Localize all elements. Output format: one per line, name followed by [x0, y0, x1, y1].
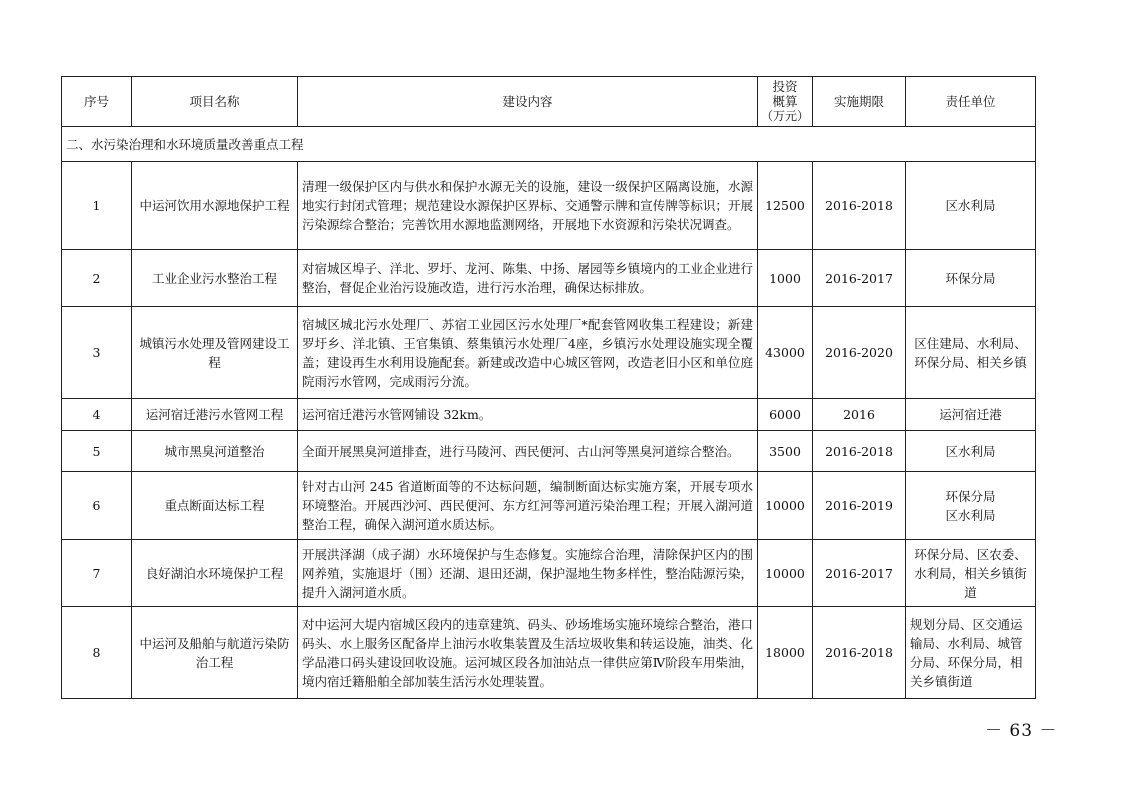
- row-name: 运河宿迁港污水管网工程: [132, 399, 298, 431]
- row-content: 清理一级保护区内与供水和保护水源无关的设施，建设一级保护区隔离设施，水源地实行封闭式管理；规范建设水源保护区界标、交通警示牌和宣传牌等标识；开展污染源综合整治；完善饮用水源地监测网络，开展地下水资源和污染状况调查。: [298, 162, 758, 250]
- row-period: 2016-2018: [813, 162, 906, 250]
- header-investment-line1: 投资: [772, 79, 798, 94]
- row-period: 2016-2018: [813, 607, 906, 699]
- row-responsible: 运河宿迁港: [906, 399, 1036, 431]
- row-content: 针对古山河 245 省道断面等的不达标问题，编制断面达标实施方案，开展专项水环境整治。开展西沙河、西民便河、东方红河等河道污染治理工程；开展入湖河道整治工程，确保入湖河道水质达标。: [298, 472, 758, 540]
- section-row: [62, 127, 1036, 162]
- row-index: 5: [62, 431, 132, 472]
- row-investment: 6000: [758, 399, 813, 431]
- row-investment: 18000: [758, 607, 813, 699]
- row-investment: 43000: [758, 307, 813, 399]
- row-content: 运河宿迁港污水管网铺设 32km。: [298, 399, 758, 431]
- row-responsible: 区住建局、水利局、环保分局、相关乡镇: [906, 307, 1036, 399]
- row-responsible: [906, 472, 1036, 540]
- table-row: [62, 540, 1036, 607]
- row-investment: 10000: [758, 472, 813, 540]
- row-responsible: 区水利局: [906, 162, 1036, 250]
- table-row: [62, 431, 1036, 472]
- header-responsible: 责任单位: [906, 77, 1036, 127]
- table-row: [62, 472, 1036, 540]
- row-content: 宿城区城北污水处理厂、苏宿工业园区污水处理厂*配套管网收集工程建设；新建罗圩乡、洋北镇、王官集镇、蔡集镇污水处理厂4座，乡镇污水处理设施实现全覆盖；建设再生水利用设施配套。新建或改造中心城区管网，改造老旧小区和单位庭院雨污水管网，完成雨污分流。: [298, 307, 758, 399]
- row-content: 开展洪泽湖（成子湖）水环境保护与生态修复。实施综合治理，清除保护区内的围网养殖，实施退圩（围）还湖、退田还湖，保护湿地生物多样性，整治陆源污染，提升入湖河道水质。: [298, 540, 758, 607]
- row-name: 城市黑臭河道整治: [132, 431, 298, 472]
- page-number: － 63 －: [985, 721, 1058, 741]
- row-investment: 12500: [758, 162, 813, 250]
- table-row: [62, 250, 1036, 307]
- row-period: 2016-2017: [813, 540, 906, 607]
- row-index: 3: [62, 307, 132, 399]
- table-row: [62, 399, 1036, 431]
- row-period: 2016-2019: [813, 472, 906, 540]
- header-row: [62, 77, 1036, 127]
- row-index: 2: [62, 250, 132, 307]
- row-name: 良好湖泊水环境保护工程: [132, 540, 298, 607]
- row-name: 重点断面达标工程: [132, 472, 298, 540]
- row-name: 工业企业污水整治工程: [132, 250, 298, 307]
- table-row: [62, 162, 1036, 250]
- row-period: 2016: [813, 399, 906, 431]
- row-period: 2016-2020: [813, 307, 906, 399]
- project-table: [61, 76, 1036, 699]
- header-investment-line2: 概算: [772, 94, 798, 109]
- row-responsible: 环保分局: [906, 250, 1036, 307]
- row-responsible-line1: 环保分局: [945, 488, 996, 504]
- table-row: [62, 607, 1036, 699]
- row-investment: 3500: [758, 431, 813, 472]
- row-responsible: 环保分局、区农委、水利局，相关乡镇街道: [906, 540, 1036, 607]
- section-title: 二、水污染治理和水环境质量改善重点工程: [62, 127, 1036, 162]
- row-index: 1: [62, 162, 132, 250]
- header-name: 项目名称: [132, 77, 298, 127]
- row-content: 对宿城区埠子、洋北、罗圩、龙河、陈集、中扬、屠园等乡镇境内的工业企业进行整治，督促企业治污设施改造，进行污水治理，确保达标排放。: [298, 250, 758, 307]
- row-name: 中运河饮用水源地保护工程: [132, 162, 298, 250]
- row-period: 2016-2017: [813, 250, 906, 307]
- table-row: [62, 307, 1036, 399]
- row-responsible-line2: 区水利局: [945, 507, 996, 523]
- row-responsible: 区水利局: [906, 431, 1036, 472]
- row-index: 8: [62, 607, 132, 699]
- row-index: 6: [62, 472, 132, 540]
- row-investment: 1000: [758, 250, 813, 307]
- header-index: 序号: [62, 77, 132, 127]
- row-period: 2016-2018: [813, 431, 906, 472]
- row-name: 城镇污水处理及管网建设工程: [132, 307, 298, 399]
- row-content: 全面开展黑臭河道排查，进行马陵河、西民便河、古山河等黑臭河道综合整治。: [298, 431, 758, 472]
- header-content: 建设内容: [298, 77, 758, 127]
- row-index: 7: [62, 540, 132, 607]
- header-investment: [758, 77, 813, 127]
- row-name: 中运河及船舶与航道污染防治工程: [132, 607, 298, 699]
- row-index: 4: [62, 399, 132, 431]
- row-investment: 10000: [758, 540, 813, 607]
- header-investment-line3: （万元）: [760, 109, 809, 123]
- row-content: 对中运河大堤内宿城区段内的违章建筑、码头、砂场堆场实施环境综合整治，港口码头、水上服务区配备岸上油污水收集装置及生活垃圾收集和转运设施，油类、化学品港口码头建设回收设施。运河城区段各加油站点一律供应第Ⅳ阶段车用柴油，境内宿迁籍船舶全部加装生活污水处理装置。: [298, 607, 758, 699]
- row-responsible: 规划分局、区交通运输局、水利局、城管分局、环保分局，相关乡镇街道: [906, 607, 1036, 699]
- header-period: 实施期限: [813, 77, 906, 127]
